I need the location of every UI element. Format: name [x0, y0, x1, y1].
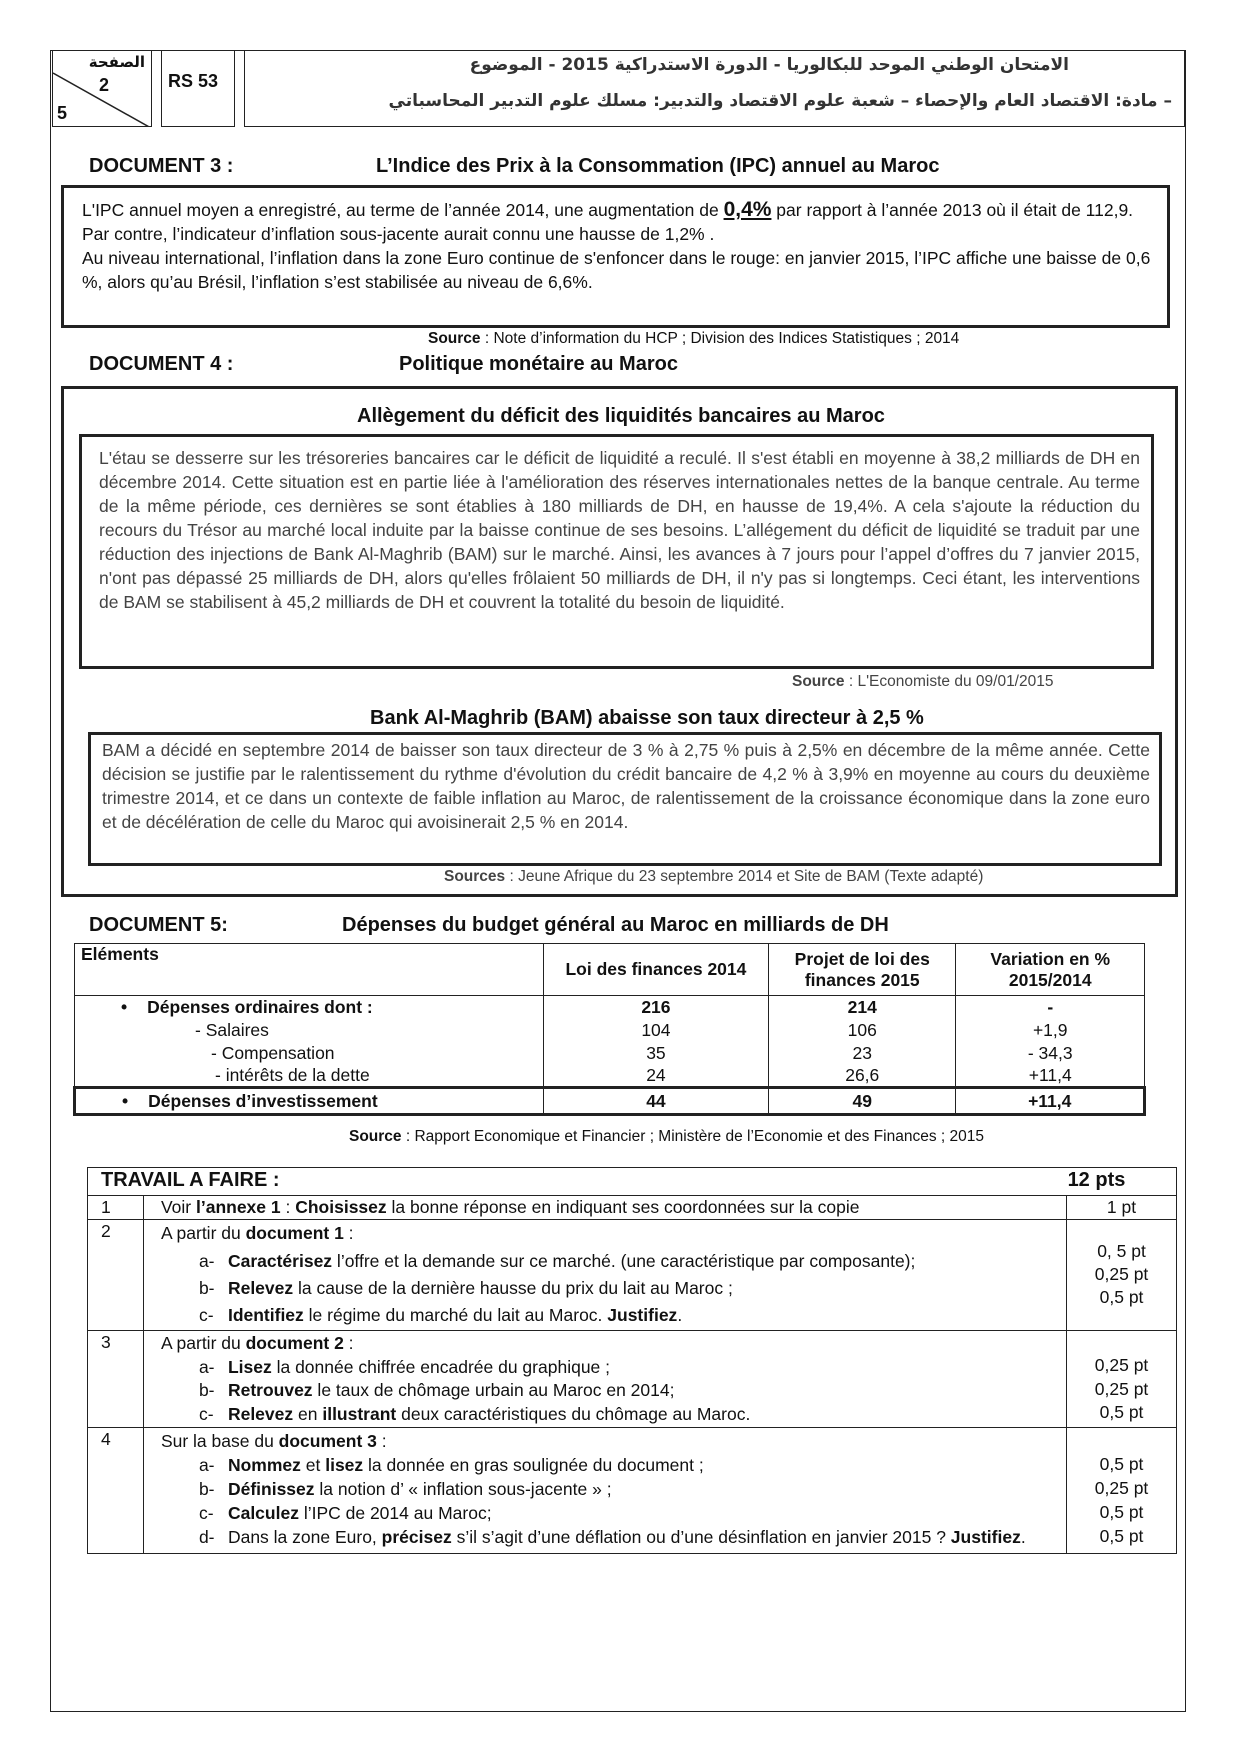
- cell-2015: 214: [769, 996, 956, 1019]
- doc3-title: L’Indice des Prix à la Consommation (IPC) annuel au Maroc: [376, 155, 940, 177]
- task-number: 1: [88, 1196, 144, 1220]
- cell-2014: 104: [543, 1019, 768, 1042]
- task-points-total: 12 pts: [1067, 1169, 1126, 1191]
- subject-code: RS 53: [161, 50, 235, 127]
- doc4-sub1-text: L'étau se desserre sur les trésoreries bancaires car le déficit de liquidité a reculé. Il s'est établi en moyenne à 38,2 milliards de DH en décembre 2014. Cette situation est en partie liée à l'amélioration des réserves internationales nettes de la banque centrale. Au terme de la même période, ces dernières se sont établies à 180 milliards de DH, en hausse de 19,4%. A cela s'ajoute la réduction du recours du Trésor au marché local induite par la baisse continue de ses besoins. L’allégement du déficit de liquidité se traduit par une réduction des injections de Bank Al-Maghrib (BAM) sur le marché. Ainsi, les avances à 7 jours pour l’appel d’offres du 7 janvier 2015, n'ont pas dépassé 25 milliards de DH, alors qu'elles frôlaient 50 milliards de DH, il n'y pas si longtemps. Ceci étant, les interventions de BAM se stabilisent à 45,2 milliards de DH et couvrent la totalité du besoin de liquidité.: [99, 448, 1140, 612]
- table-row: [75, 1042, 1145, 1065]
- cell-variation: - 34,3: [1027, 1042, 1073, 1063]
- cell-2014: 35: [543, 1042, 768, 1065]
- doc5-label: DOCUMENT 5:: [89, 914, 228, 936]
- task-points: 0,25 pt 0,25 pt 0,5 pt: [1094, 1355, 1149, 1422]
- cell-2015: 26,6: [769, 1065, 956, 1088]
- task-number: 4: [88, 1428, 144, 1554]
- doc5-source-label: Source: [349, 1128, 402, 1145]
- col-header-elements: Eléments: [75, 944, 544, 996]
- doc3-text-end: par rapport à l’année 2013 où il était de 112,9. Par contre, l’indicateur d’inflation sous-jacente aurait connu une hausse de 1,2% .: [82, 200, 1134, 244]
- doc4-sub1-box: [79, 434, 1154, 669]
- row-label: - Salaires: [75, 1019, 544, 1042]
- cell-2014: 44: [543, 1088, 768, 1115]
- task-number: 2: [88, 1220, 144, 1331]
- doc4-sub2-source-text: : Jeune Afrique du 23 septembre 2014 et Site de BAM (Texte adapté): [505, 868, 984, 885]
- bullet: •: [122, 1090, 129, 1111]
- doc4-label: DOCUMENT 4 :: [89, 353, 234, 375]
- task-title: TRAVAIL A FAIRE :: [101, 1169, 280, 1191]
- exam-title-line1: الامتحان الوطني الموحد للبكالوريا - الدورة الاستدراكية 2015 - الموضوع: [469, 55, 1069, 75]
- task-text: A partir du document 1 : a- Caractérisez l’offre et la demande sur ce marché. (une caractéristique par composante); b- Relevez la cause de la dernière hausse du prix du lait au Maroc ; c- Identifiez le régime du marché du lait au Maroc. Justifiez.: [143, 1220, 1066, 1331]
- table-row: [75, 1065, 1145, 1088]
- doc4-sub2-text: BAM a décidé en septembre 2014 de baisser son taux directeur de 3 % à 2,75 % puis à 2,5% en décembre de la même année. Cette décision se justifie par le ralentissement du rythme d'évolution du crédit bancaire de 4,2 % à 3,9% en moyenne au cours du deuxième trimestre 2014, et ce dans un contexte de faible inflation au Maroc, de ralentissement de la croissance économique dans la zone euro et de décélération de celle du Maroc qui avoisinerait 2,5 % en 2014.: [102, 740, 1150, 832]
- doc4-sub2-source: [444, 868, 983, 886]
- budget-table: [73, 943, 1146, 1116]
- doc4-title: Politique monétaire au Maroc: [399, 353, 678, 375]
- table-row: [75, 996, 1145, 1019]
- table-header-row: [75, 944, 1145, 996]
- doc3-text: [82, 198, 1152, 294]
- task-text: Sur la base du document 3 : a- Nommez et lisez la donnée en gras soulignée du document ; b- Définissez la notion d’ « inflation sous-jacente » ; c- Calculez l’IPC de 2014 au Maroc; d- Dans la zone Euro, précisez s’il s’agit d’une déflation ou d’une désinflation en janvier 2015 ? Justifiez.: [143, 1428, 1066, 1554]
- col-header-2014: Loi des finances 2014: [543, 944, 768, 996]
- doc5-title: Dépenses du budget général au Maroc en milliards de DH: [342, 914, 889, 936]
- doc4-sub2-source-label: Sources: [444, 868, 506, 885]
- page-total: 5: [57, 103, 68, 123]
- cell-2015: 106: [769, 1019, 956, 1042]
- col-header-variation: Variation en % 2015/2014: [990, 948, 1111, 990]
- doc3-source: [428, 330, 959, 348]
- task-header-row: [88, 1168, 1177, 1196]
- doc3-label: DOCUMENT 3 :: [89, 155, 234, 177]
- exam-title-line2: – مادة: الاقتصاد العام والإحصاء – شعبة علوم الاقتصاد والتدبير: مسلك علوم التدبير المحاسباتي: [388, 91, 1172, 111]
- table-row: [75, 1019, 1145, 1042]
- task-row-3: [88, 1331, 1177, 1428]
- doc4-sub1-title: Allègement du déficit des liquidités bancaires au Maroc: [357, 405, 885, 427]
- cell-2015: 49: [769, 1088, 956, 1115]
- cell-2014: 216: [543, 996, 768, 1019]
- task-row-4: [88, 1428, 1177, 1554]
- bullet: •: [121, 996, 128, 1017]
- doc4-sub1-source-text: : L'Economiste du 09/01/2015: [844, 673, 1054, 690]
- cell-variation: -: [1047, 996, 1054, 1017]
- page-label: الصفحة: [88, 53, 145, 71]
- doc5-source-text: : Rapport Economique et Financier ; Ministère de l’Economie et des Finances ; 2015: [401, 1128, 984, 1145]
- row-label: - Compensation: [75, 1042, 544, 1065]
- cell-variation: +11,4: [1028, 1064, 1072, 1085]
- cell-variation: +1,9: [1032, 1019, 1068, 1040]
- table-row-investment: [75, 1088, 1145, 1115]
- task-points: 0, 5 pt 0,25 pt 0,5 pt: [1094, 1241, 1149, 1307]
- row-label-text: Dépenses d’investissement: [148, 1090, 378, 1111]
- page-number-box: [52, 50, 152, 127]
- doc4-sub2-box: [88, 732, 1162, 866]
- task-number: 3: [88, 1331, 144, 1428]
- exam-title-box: [244, 50, 1185, 127]
- doc5-source: [349, 1128, 984, 1146]
- task-text: A partir du document 2 : a- Lisez la donnée chiffrée encadrée du graphique ; b- Retrouvez le taux de chômage urbain au Maroc en 2014; c- Relevez en illustrant deux caractéristiques du chômage au Maroc.: [143, 1331, 1066, 1428]
- task-row-2: [88, 1220, 1177, 1331]
- doc4-sub1-source: [792, 673, 1053, 691]
- doc3-box: [61, 185, 1170, 328]
- doc4-sub2-title: Bank Al-Maghrib (BAM) abaisse son taux directeur à 2,5 %: [370, 707, 924, 729]
- page-number: 2: [99, 75, 110, 95]
- doc4-sub1-source-label: Source: [792, 673, 845, 690]
- row-label: [75, 996, 544, 1019]
- row-label-text: Dépenses ordinaires dont :: [147, 996, 373, 1017]
- cell-2015: 23: [769, 1042, 956, 1065]
- doc3-source-label: Source: [428, 330, 481, 347]
- task-row-1: [88, 1196, 1177, 1220]
- col-header-2015: Projet de loi des finances 2015: [769, 944, 956, 996]
- doc3-highlight: 0,4%: [723, 198, 772, 221]
- row-label: - intérêts de la dette: [75, 1065, 544, 1088]
- doc3-text-line2: Au niveau international, l’inflation dans la zone Euro continue de s'enfoncer dans le rouge: en janvier 2015, l’IPC affiche une baisse de 0,6 %, alors qu’au Brésil, l’inflation s’est stabilisée au niveau de 6,6%.: [82, 248, 1151, 292]
- task-table: [87, 1167, 1177, 1554]
- task-points: 0,5 pt 0,25 pt 0,5 pt 0,5 pt: [1094, 1454, 1149, 1546]
- task-points: 1 pt: [1106, 1197, 1137, 1217]
- doc3-text-start: L'IPC annuel moyen a enregistré, au terme de l’année 2014, une augmentation de: [82, 200, 724, 220]
- cell-variation: +11,4: [1028, 1090, 1072, 1111]
- doc3-source-text: : Note d’information du HCP ; Division des Indices Statistiques ; 2014: [480, 330, 960, 347]
- row-label: [75, 1088, 544, 1115]
- cell-2014: 24: [543, 1065, 768, 1088]
- task-text: Voir l’annexe 1 : Choisissez la bonne réponse en indiquant ses coordonnées sur la copie: [143, 1196, 1066, 1220]
